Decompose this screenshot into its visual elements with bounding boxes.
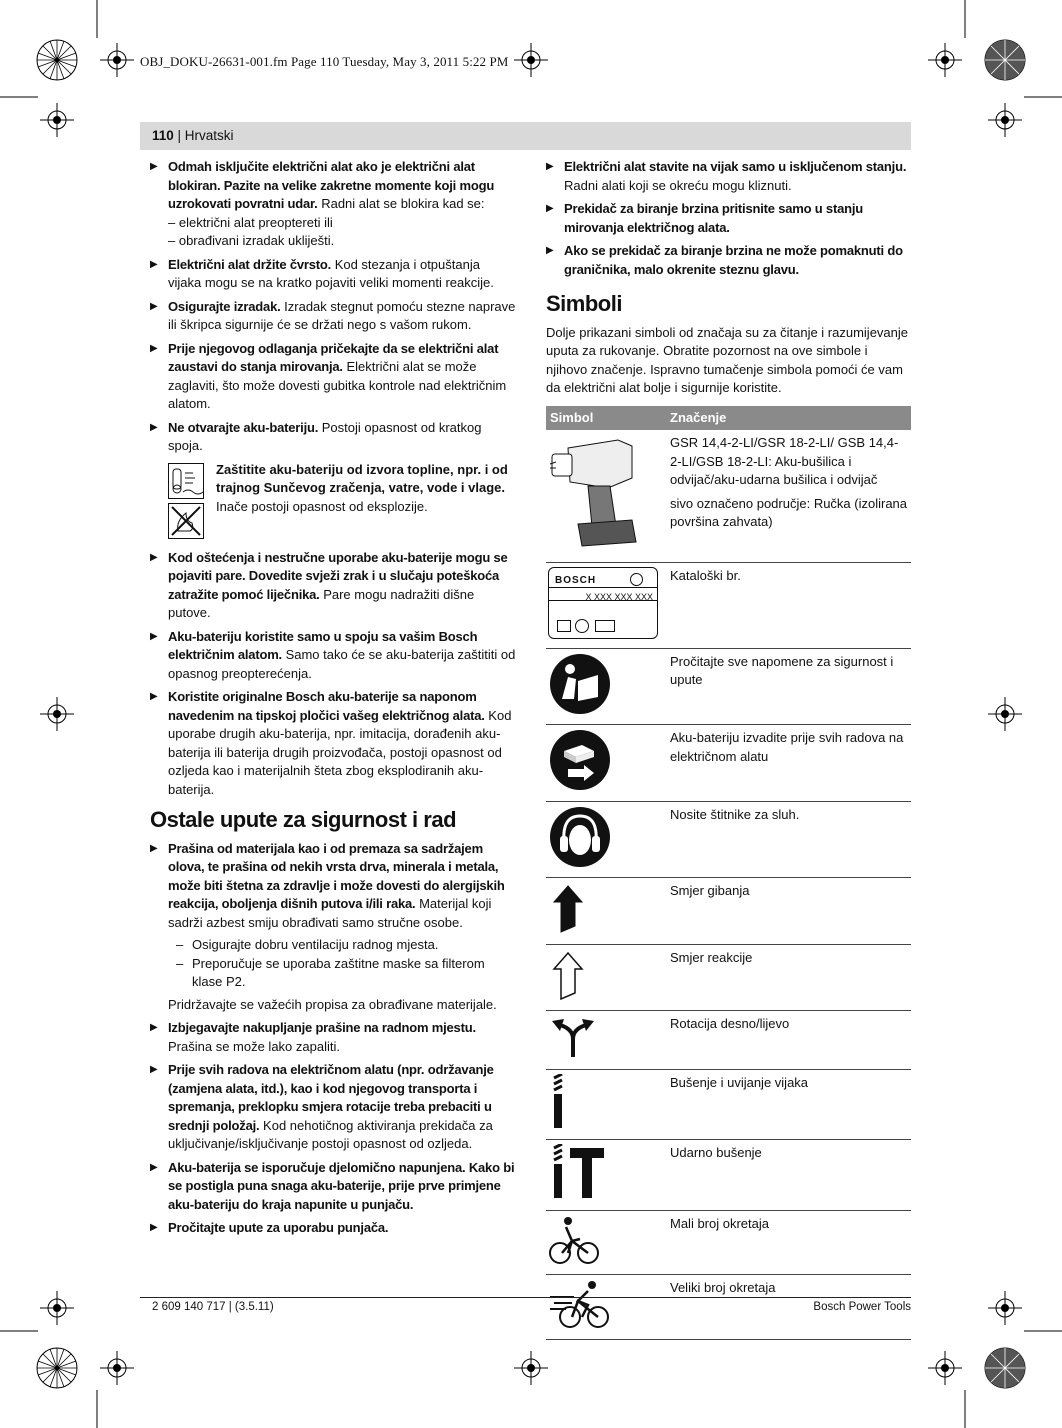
safety-item: ▶ Osigurajte izradak. Izradak stegnut pomoću stezne naprave ili škripca sigurnije će se držati nego s vašom rukom. xyxy=(150,298,516,332)
reaction-arrow-icon xyxy=(548,949,588,1001)
heat-warning: Zaštitite aku-bateriju od izvora topline, npr. i od trajnog Sunčevog zračenja, vatre, vode i vlage. Inače postoji opasnost od eksplozije. xyxy=(150,461,516,543)
table-row: Smjer reakcije xyxy=(546,944,911,1011)
safety-item: ▶ Prije svih radova na električnom alatu (npr. održavanje (zamjena alata, itd.), kao i kod njegovog transporta i spremanja, preklopku smjera rotacije treba prebaciti u srednji položaj. Kod nehotičnog aktiviranja prekidača za uključivanje/isključivanje postoji opasnost od ozljeda. xyxy=(150,1062,494,1151)
safety-item: ▶ Električni alat stavite na vijak samo u isključenom stanju. Radni alati koji se okreću mogu kliznuti. xyxy=(546,159,907,193)
safety-item: ▶ Koristite originalne Bosch aku-baterije sa naponom navedenim na tipskoj pločici vašeg električnog alata. Kod uporabe drugih aku-baterija, npr. imitacija, dorađenih aku-baterija ili baterija drugih proizvođača, postoji opasnost od ozljeda kao i materijalnih šteta zbog eksplodiranih aku-baterija. xyxy=(150,689,512,797)
high-speed-icon xyxy=(548,1279,610,1329)
safety-item: ▶ Prekidač za biranje brzina pritisnite samo u stanju mirovanja električnog alata. xyxy=(546,201,864,235)
table-header xyxy=(546,406,911,431)
safety-item: ▶ Ako se prekidač za biranje brzina ne može pomaknuti do graničnika, malo okrenite steznu glavu. xyxy=(546,243,903,277)
rotation-icon xyxy=(548,1015,598,1059)
column-header-meaning: Značenje xyxy=(666,406,911,431)
safety-item: ▶ Kod oštećenja i nestručne uporabe aku-baterije mogu se pojaviti pare. Dovedite svježi zrak i u slučaju poteškoća zatražite pomoć liječnika. Pare mogu nadražiti dišne putove. xyxy=(150,549,508,620)
sub-item: – Preporučuje se uporaba zaštitne maske sa filterom klase P2. xyxy=(176,955,485,989)
safety-item: ▶ Aku-bateriju koristite samo u spoju sa vašim Bosch električnim alatom. Samo tako će se aku-baterija zaštititi od opasnog preopterećenja. xyxy=(150,628,516,681)
column-header-symbol: Simbol xyxy=(546,406,666,431)
language-label: Hrvatski xyxy=(184,128,234,143)
list-line: – obrađivani izradak ukliješti. xyxy=(168,233,335,248)
drill-icon xyxy=(548,434,644,552)
table-row: Nosite štitnike za sluh. xyxy=(546,801,911,878)
impact-drill-icon xyxy=(548,1144,608,1200)
table-row: Aku-bateriju izvadite prije svih radova na električnom alatu xyxy=(546,725,911,802)
safety-item: ▶ Prašina od materijala kao i od premaza sa sadržajem olova, te prašina od nekih vrsta drva, minerala i metala, može biti štetna za zdravlje i može dovesti do alergijskih reakcija, oboljenja dišnih putova i/ili raka. Materijal koji sadrži azbest smiju obrađivati samo stručne osobe. – Osigurajte dobru ventilaciju radnog mjesta. – Preporučuje se uporaba zaštitne maske sa filterom klase P2. Pridržavajte se važećih propisa za obrađivane materijale. xyxy=(150,840,516,1015)
table-row: Udarno bušenje xyxy=(546,1140,911,1211)
page-header: 110 | Hrvatski xyxy=(140,122,911,150)
safety-item: ▶ Izbjegavajte nakupljanje prašine na radnom mjestu. Prašina se može lako zapaliti. xyxy=(150,1020,476,1054)
list-line: – električni alat preoptereti ili xyxy=(168,214,333,230)
nameplate-icon: BOSCH X XXX XXX XXX xyxy=(548,567,658,639)
footer-doc-number: 2 609 140 717 | (3.5.11) xyxy=(152,1301,274,1313)
movement-arrow-icon xyxy=(548,882,588,934)
file-info: OBJ_DOKU-26631-001.fm Page 110 Tuesday, May 3, 2011 5:22 PM xyxy=(140,54,509,69)
table-row: BOSCH X XXX XXX XXX Kataloški br. xyxy=(546,562,911,648)
safety-item: ▶ Ne otvarajte aku-bateriju. Postoji opasnost od kratkog spoja. xyxy=(150,419,482,453)
safety-item: ▶ Odmah isključite električni alat ako je električni alat blokiran. Pazite na velike zakretne momente koji mogu uzrokovati povratni udar. Radni alat se blokira kad se: – električni alat preoptereti ili – obrađivani izradak ukliješti. xyxy=(150,158,516,251)
table-row: Pročitajte sve napomene za sigurnost i upute xyxy=(546,648,911,725)
table-row: Rotacija desno/lijevo xyxy=(546,1011,911,1070)
ear-protection-icon xyxy=(548,806,612,868)
table-row: Smjer gibanja xyxy=(546,878,911,945)
safety-item: ▶ Električni alat držite čvrsto. Kod stezanja i otpuštanja vijaka mogu se na kratko pojaviti veliki momenti reakcije. xyxy=(150,256,494,290)
sun-heat-icon xyxy=(168,463,204,499)
symbol-table xyxy=(546,406,911,1340)
drill-bit-icon xyxy=(548,1074,568,1130)
table-row: Bušenje i uvijanje vijaka xyxy=(546,1069,911,1140)
footer-brand: Bosch Power Tools xyxy=(813,1301,911,1313)
page-number: 110 xyxy=(152,128,174,143)
safety-item: ▶ Aku-baterija se isporučuje djelomično napunjena. Kako bi se postigla puna snaga aku-baterije, prije prve primjene aku-bateriju do kraja napunite u punjaču. xyxy=(150,1159,515,1212)
read-manual-icon xyxy=(548,653,612,715)
footer-divider xyxy=(140,1297,911,1298)
note-text: Pridržavajte se važećih propisa za obrađivane materijale. xyxy=(168,996,497,1012)
table-row: GSR 14,4-2-LI/GSR 18-2-LI/ GSB 14,4-2-LI/GSB 18-2-LI: Aku-bušilica i odvijač/aku-udarna bušilica i odvijač sivo označeno područje: Ručka (izolirana površina zahvata) xyxy=(546,430,911,562)
low-speed-icon xyxy=(548,1215,600,1265)
remove-battery-icon xyxy=(548,729,612,791)
safety-item: ▶ Prije njegovog odlaganja pričekajte da se električni alat zaustavi do stanja mirovanja. Električni alat se može zaglaviti, što može dovesti gubitka kontrole nad električnim alatom. xyxy=(150,340,507,411)
section-heading: Ostale upute za sigurnost i rad xyxy=(150,807,457,832)
sub-item: – Osigurajte dobru ventilaciju radnog mjesta. xyxy=(176,937,439,952)
table-row: Veliki broj okretaja xyxy=(546,1275,911,1340)
no-fire-icon xyxy=(168,503,204,539)
left-column xyxy=(150,158,516,1243)
table-row: Mali broj okretaja xyxy=(546,1210,911,1275)
safety-item: ▶ Pročitajte upute za uporabu punjača. xyxy=(150,1220,389,1235)
right-column xyxy=(546,158,911,1340)
intro-text: Dolje prikazani simboli od značaja su za čitanje i razumijevanje uputa za rukovanje. Obratite pozornost na ove simbole i njihovo značenje. Ispravno tumačenje simbola pomoći će vam da električni alat bolje i sigurnije koristite. xyxy=(546,324,909,395)
section-heading: Simboli xyxy=(546,291,622,316)
